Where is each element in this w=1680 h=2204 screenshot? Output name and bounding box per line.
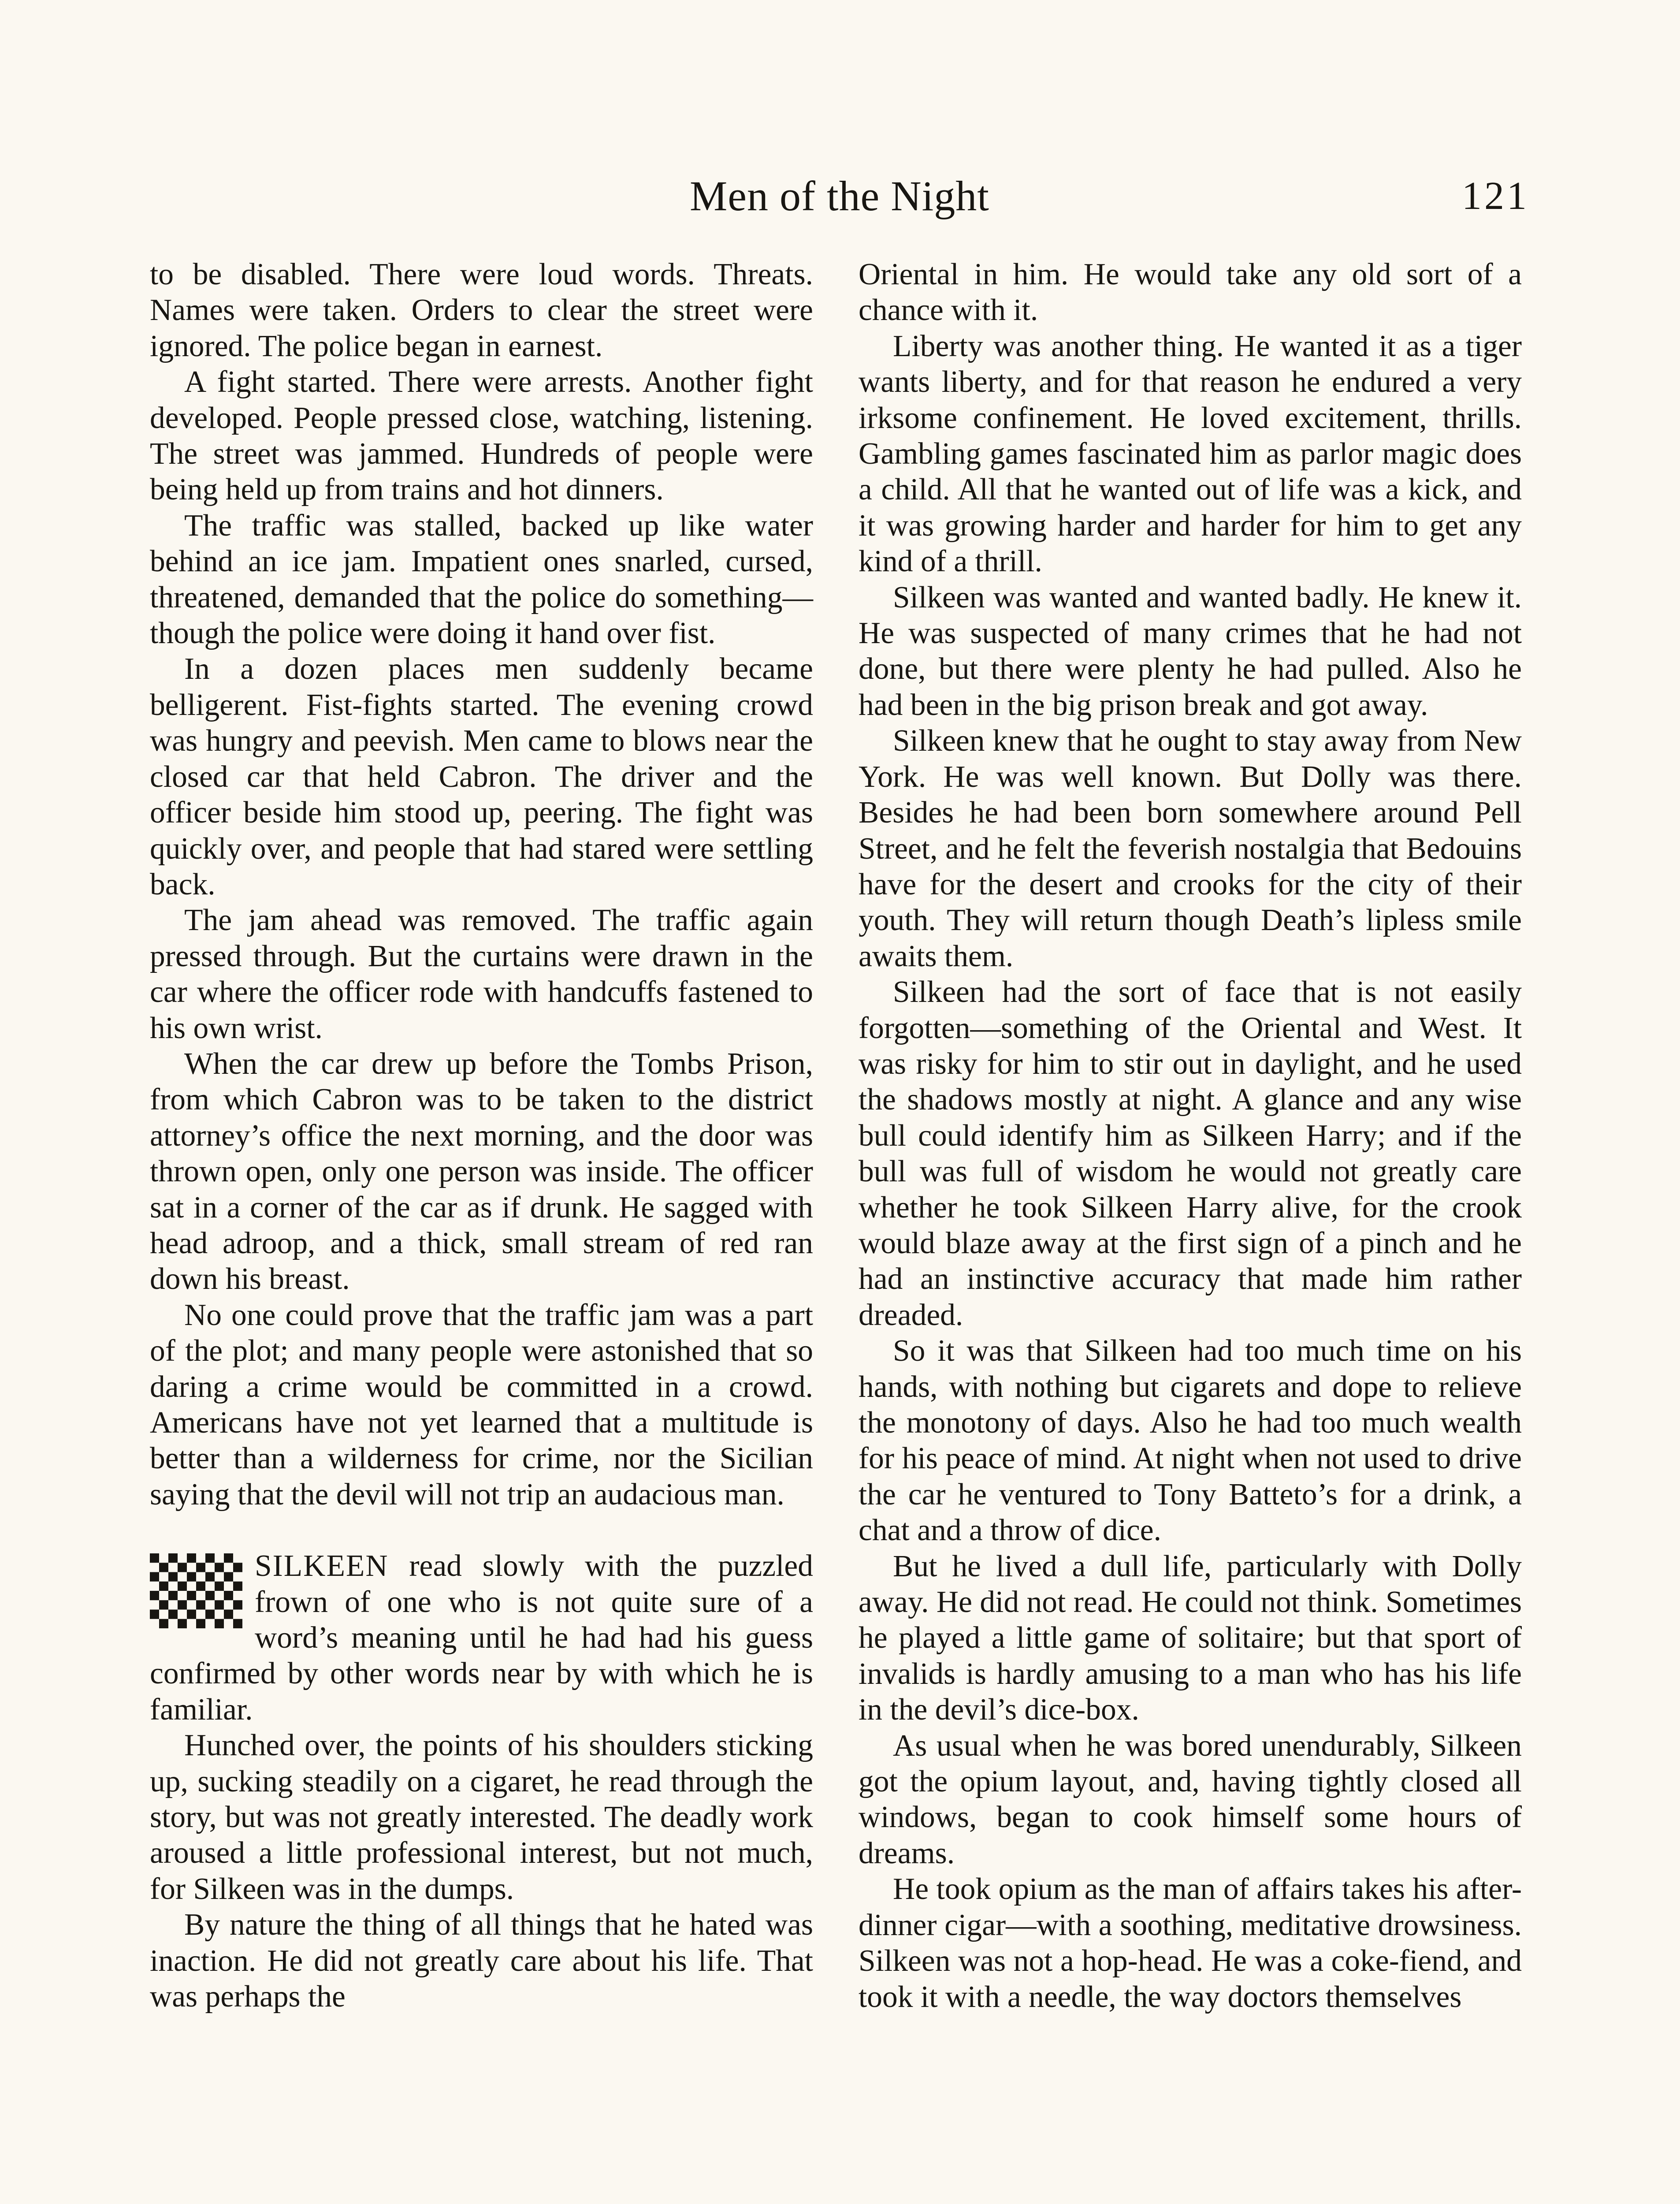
paragraph: But he lived a dull life, particularly with Dolly away. He did not read. He could not think. Sometimes he played a little game of solitaire; but that sport of invalids is hardly amusing to a man who has his life in the devil’s dice-box. (859, 1549, 1522, 1727)
running-title: Men of the Night (690, 172, 989, 220)
paragraph: Silkeen had the sort of face that is not easily forgotten—something of the Oriental and West. It was risky for him to stir out in daylight, and he used the shadows mostly at night. A glance and any wise bull could identify him as Silkeen Harry; and if the bull was full of wisdom he would not greatly care whether he took Silkeen Harry alive, for the crook would blaze away at the first sign of a pinch and he had an instinctive accuracy that made him rather dreaded. (859, 975, 1522, 1332)
left-column (150, 257, 813, 2015)
right-column (859, 257, 1522, 2015)
paragraph: Hunched over, the points of his shoulders sticking up, sucking steadily on a cigaret, he read through the story, but was not greatly interested. The deadly work aroused a little professional interest, but not much, for Silkeen was in the dumps. (150, 1728, 813, 1906)
section-opening-text: read slowly with the puzzled frown of one who is not quite sure of a word’s meaning until he had had his guess confirmed by other words near by with which he is familiar. (150, 1549, 813, 1727)
paragraph: When the car drew up before the Tombs Prison, from which Cabron was to be taken to the district attorney’s office the next morning, and the door was thrown open, only one person was inside. The officer sat in a corner of the car as if drunk. He sagged with head adroop, and a thick, small stream of red ran down his breast. (150, 1046, 813, 1296)
paragraph: The traffic was stalled, backed up like water behind an ice jam. Impatient ones snarled, cursed, threatened, demanded that the police do something—though the police were doing it hand over fist. (150, 508, 813, 651)
checkerboard-ornament-icon (150, 1553, 242, 1628)
paragraph: In a dozen places men suddenly became belligerent. Fist-fights started. The evening crowd was hungry and peevish. Men came to blows near the closed car that held Cabron. The driver and the officer beside him stood up, peering. The fight was quickly over, and people that had stared were settling back. (150, 652, 813, 901)
paragraph: Silkeen was wanted and wanted badly. He knew it. He was suspected of many crimes that he had not done, but there were plenty he had pulled. Also he had been in the big prison break and got away. (859, 580, 1522, 722)
paragraph: Silkeen knew that he ought to stay away from New York. He was well known. But Dolly was there. Besides he had been born somewhere around Pell Street, and he felt the feverish nostalgia that Bedouins have for the desert and crooks for the city of their youth. They will return though Death’s lipless smile awaits them. (859, 724, 1522, 973)
paragraph: The jam ahead was removed. The traffic again pressed through. But the curtains were drawn in the car where the officer rode with handcuffs fastened to his own wrist. (150, 903, 813, 1045)
paragraph: By nature the thing of all things that he hated was inaction. He did not greatly care about his life. That was perhaps the (150, 1908, 813, 2014)
paragraph: A fight started. There were arrests. Another fight developed. People pressed close, watching, listening. The street was jammed. Hundreds of people were being held up from trains and hot dinners. (150, 365, 813, 507)
paragraph: No one could prove that the traffic jam was a part of the plot; and many people were astonished that so daring a crime would be committed in a crowd. Americans have not yet learned that a multitude is better than a wilderness for crime, nor the Sicilian saying that the devil will not trip an audacious man. (150, 1298, 813, 1512)
section-opening-paragraph (150, 1548, 813, 1727)
page-number: 121 (1462, 174, 1529, 218)
section-opening-word: SILKEEN (255, 1549, 389, 1583)
paragraph: Liberty was another thing. He wanted it as a tiger wants liberty, and for that reason he endured a very irksome confinement. He loved excitement, thrills. Gambling games fascinated him as parlor magic does a child. All that he wanted out of life was a kick, and it was growing harder and harder for him to get any kind of a thrill. (859, 329, 1522, 579)
paragraph: Oriental in him. He would take any old sort of a chance with it. (859, 257, 1522, 328)
paragraph: As usual when he was bored unendurably, Silkeen got the opium layout, and, having tightly closed all windows, began to cook himself some hours of dreams. (859, 1728, 1522, 1870)
paragraph: So it was that Silkeen had too much time on his hands, with nothing but cigarets and dope to relieve the monotony of days. Also he had too much wealth for his peace of mind. At night when not used to drive the car he ventured to Tony Batteto’s for a drink, a chat and a throw of dice. (859, 1334, 1522, 1548)
paragraph: to be disabled. There were loud words. Threats. Names were taken. Orders to clear the street were ignored. The police began in earnest. (150, 257, 813, 363)
paragraph: He took opium as the man of affairs takes his after-dinner cigar—with a soothing, meditative drowsiness. Silkeen was not a hop-head. He was a coke-fiend, and took it with a needle, the way doctors themselves (859, 1872, 1522, 2014)
page-header (150, 165, 1529, 227)
